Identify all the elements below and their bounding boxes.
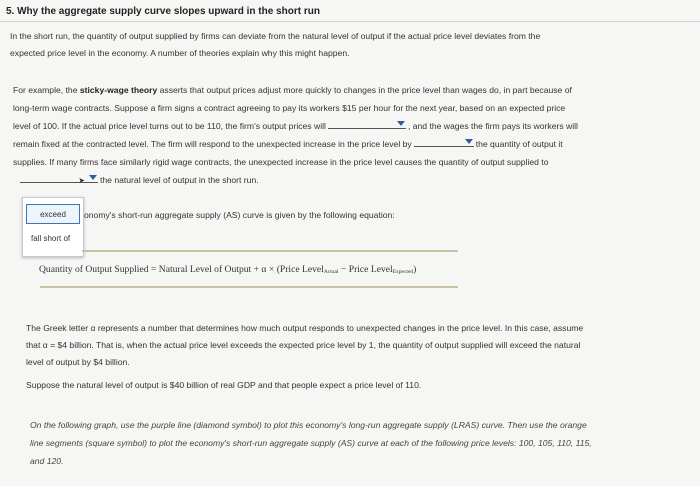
- graph-instructions-line-3: and 120.: [30, 456, 64, 466]
- dropdown-option-exceed[interactable]: exceed: [26, 204, 80, 224]
- example-line-1: For example, the sticky-wage theory asserts that output prices adjust more quickly to changes in the price level than wages do, in part because of: [13, 85, 572, 95]
- example-line-4: remain fixed at the contracted level. The firm will respond to the unexpected increase in the price level by the quantity of output it: [13, 139, 563, 149]
- question-title: 5. Why the aggregate supply curve slopes upward in the short run: [6, 6, 320, 17]
- chevron-down-icon: [397, 121, 405, 126]
- cursor-icon: ➤: [78, 176, 85, 185]
- sticky-wage-paragraph: [13, 81, 578, 189]
- intro-line-1: In the short run, the quantity of output supplied by firms can deviate from the natural level of output if the actual price level deviates from the: [10, 31, 541, 41]
- equation-top-rule: [82, 250, 458, 252]
- example-line-2: long-term wage contracts. Suppose a firm signs a contract agreeing to pay its workers $15 per hour for the next year, based on an expected price: [13, 103, 566, 113]
- as-equation: Quantity of Output Supplied = Natural Level of Output + α × (Price Level$_{Actual}$ − Price Level$_{Expected}$): [39, 264, 417, 275]
- equation-bottom-rule: [40, 286, 458, 288]
- dropdown-options-popup: [22, 197, 84, 257]
- alpha-line-2: that α = $4 billion. That is, when the actual price level exceeds the expected price level by 1, the quantity of output supplied will exceed the natural: [26, 340, 581, 350]
- graph-instructions-line-1: On the following graph, use the purple line (diamond symbol) to plot this economy's long-run aggregate supply (LRAS) curve. Then use the orange: [30, 420, 587, 430]
- alpha-paragraph: [26, 320, 583, 371]
- example-line-6: ➤ the natural level of output in the short run.: [13, 171, 578, 189]
- alpha-line-3: level of output by $4 billion.: [26, 357, 130, 367]
- alpha-line-1: The Greek letter α represents a number that determines how much output responds to unexpected changes in the price level. In this case, assume: [26, 323, 584, 333]
- suppose-paragraph: Suppose the natural level of output is $40 billion of real GDP and that people expect a price level of 110.: [26, 380, 422, 390]
- intro-line-2: expected price level in the economy. A number of theories explain why this might happen.: [10, 48, 350, 59]
- graph-instructions: [30, 416, 592, 470]
- intro-paragraph: [10, 29, 540, 62]
- dropdown-option-fall-short-of[interactable]: fall short of: [31, 234, 71, 243]
- natural-level-dropdown[interactable]: [20, 173, 98, 183]
- graph-instructions-line-2: line segments (square symbol) to plot the economy's short-run aggregate supply (AS) curve at each of the following price levels: 100, 105, 110, 115,: [30, 438, 592, 448]
- chevron-down-icon: [465, 139, 473, 144]
- sticky-wage-term: sticky-wage theory: [79, 85, 158, 95]
- as-equation-intro: onomy's short-run aggregate supply (AS) curve is given by the following equation:: [84, 210, 395, 220]
- title-divider: [0, 21, 700, 22]
- chevron-down-icon: [89, 175, 97, 180]
- quantity-response-dropdown[interactable]: [414, 137, 474, 147]
- example-line-5: supplies. If many firms face similarly rigid wage contracts, the unexpected increase in the price level causes the quantity of output supplied to: [13, 157, 549, 167]
- example-line-3: level of 100. If the actual price level turns out to be 110, the firm's output prices will , and the wages the firm pays its workers will: [13, 121, 578, 131]
- output-prices-dropdown[interactable]: [328, 119, 406, 129]
